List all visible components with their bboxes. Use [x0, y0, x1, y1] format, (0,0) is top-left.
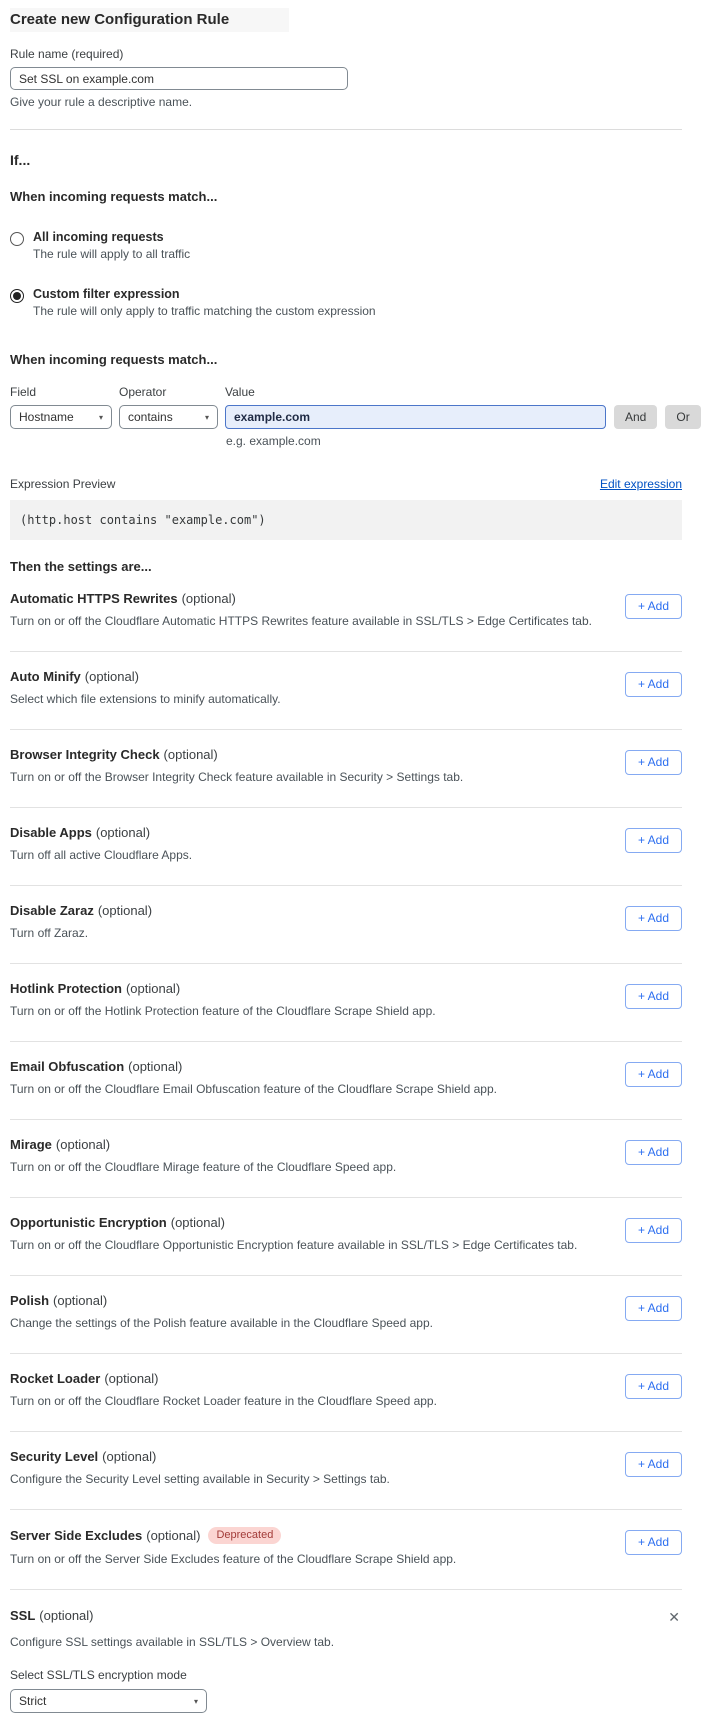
- setting-description: Turn on or off the Cloudflare Automatic HTTPS Rewrites feature available in SSL/TLS > Edge Certificates tab.: [10, 614, 592, 628]
- add-setting-button[interactable]: + Add: [625, 594, 682, 619]
- ssl-setting-section: [10, 1590, 682, 1713]
- and-button[interactable]: And: [614, 405, 657, 429]
- setting-description: Change the settings of the Polish feature available in the Cloudflare Speed app.: [10, 1316, 433, 1330]
- operator-label: Operator: [119, 385, 167, 399]
- add-setting-button[interactable]: + Add: [625, 984, 682, 1009]
- setting-description: Turn off all active Cloudflare Apps.: [10, 848, 193, 862]
- section-divider: [10, 129, 682, 130]
- setting-row: [10, 1276, 682, 1354]
- setting-row: [10, 886, 682, 964]
- radio-label-custom-expression[interactable]: Custom filter expression: [33, 287, 180, 301]
- radio-option-custom-expression[interactable]: [10, 287, 682, 318]
- setting-description: Turn on or off the Cloudflare Opportunistic Encryption feature available in SSL/TLS > Edge Certificates tab.: [10, 1238, 578, 1252]
- or-button[interactable]: Or: [665, 405, 700, 429]
- setting-name: Disable Apps: [10, 825, 92, 840]
- setting-row: [10, 808, 682, 886]
- setting-name: Server Side Excludes: [10, 1528, 143, 1543]
- add-setting-button[interactable]: + Add: [625, 906, 682, 931]
- setting-description: Turn on or off the Cloudflare Email Obfuscation feature of the Cloudflare Scrape Shield app.: [10, 1082, 497, 1096]
- setting-row: [10, 730, 682, 808]
- operator-select[interactable]: [119, 405, 218, 429]
- field-label: Field: [10, 385, 37, 399]
- value-label: Value: [225, 385, 255, 399]
- setting-description: Turn on or off the Hotlink Protection feature of the Cloudflare Scrape Shield app.: [10, 1004, 436, 1018]
- ssl-optional-label: (optional): [39, 1608, 94, 1623]
- radio-desc-custom-expression: The rule will only apply to traffic matching the custom expression: [33, 304, 376, 318]
- setting-optional-label: (optional): [125, 981, 181, 996]
- setting-optional-label: (optional): [102, 1449, 157, 1464]
- setting-row: [10, 1354, 682, 1432]
- deprecated-badge: Deprecated: [208, 1527, 281, 1544]
- setting-name: Browser Integrity Check: [10, 747, 160, 762]
- add-setting-button[interactable]: + Add: [625, 1452, 682, 1477]
- rule-name-input[interactable]: [10, 67, 348, 90]
- expression-preview-code: (http.host contains "example.com"): [10, 500, 682, 540]
- setting-name: Hotlink Protection: [10, 981, 122, 996]
- ssl-setting-description: Configure SSL settings available in SSL/TLS > Overview tab.: [10, 1635, 335, 1649]
- setting-optional-label: (optional): [55, 1137, 111, 1152]
- ssl-mode-select[interactable]: [10, 1689, 207, 1713]
- settings-heading: Then the settings are...: [10, 559, 152, 574]
- field-select[interactable]: [10, 405, 112, 429]
- chevron-down-icon: ▾: [98, 412, 103, 422]
- add-setting-button[interactable]: + Add: [625, 1062, 682, 1087]
- setting-name: Opportunistic Encryption: [10, 1215, 167, 1230]
- setting-name: Rocket Loader: [10, 1371, 101, 1386]
- add-setting-button[interactable]: + Add: [625, 1296, 682, 1321]
- page-title: Create new Configuration Rule: [10, 8, 289, 32]
- add-setting-button[interactable]: + Add: [625, 672, 682, 697]
- setting-row: [10, 1432, 682, 1510]
- setting-description: Configure the Security Level setting available in Security > Settings tab.: [10, 1472, 390, 1486]
- setting-name: Polish: [10, 1293, 50, 1308]
- setting-optional-label: (optional): [53, 1293, 108, 1308]
- setting-row: [10, 652, 682, 730]
- setting-row: [10, 574, 682, 652]
- setting-description: Turn on or off the Browser Integrity Check feature available in Security > Settings tab.: [10, 770, 464, 784]
- setting-optional-label: (optional): [163, 747, 218, 762]
- add-setting-button[interactable]: + Add: [625, 750, 682, 775]
- setting-optional-label: (optional): [104, 1371, 159, 1386]
- setting-row: [10, 1120, 682, 1198]
- setting-name: Mirage: [10, 1137, 52, 1152]
- chevron-down-icon: ▾: [193, 1696, 198, 1706]
- setting-row: [10, 964, 682, 1042]
- setting-optional-label: (optional): [181, 591, 236, 606]
- setting-description: Turn on or off the Cloudflare Rocket Loader feature in the Cloudflare Speed app.: [10, 1394, 437, 1408]
- radio-label-all-requests[interactable]: All incoming requests: [33, 230, 164, 244]
- ssl-mode-label: Select SSL/TLS encryption mode: [10, 1668, 187, 1682]
- value-hint: e.g. example.com: [226, 434, 321, 448]
- setting-optional-label: (optional): [95, 825, 151, 840]
- setting-name: Disable Zaraz: [10, 903, 94, 918]
- setting-description: Turn on or off the Server Side Excludes feature of the Cloudflare Scrape Shield app.: [10, 1552, 457, 1566]
- expression-builder-heading: When incoming requests match...: [10, 352, 218, 367]
- value-input[interactable]: [225, 405, 606, 429]
- rule-name-label: Rule name (required): [10, 47, 124, 61]
- setting-optional-label: (optional): [128, 1059, 183, 1074]
- add-setting-button[interactable]: + Add: [625, 1140, 682, 1165]
- settings-list: [10, 574, 682, 1589]
- incoming-requests-heading: When incoming requests match...: [10, 189, 218, 204]
- close-icon[interactable]: ✕: [668, 1609, 680, 1625]
- add-setting-button[interactable]: + Add: [625, 1374, 682, 1399]
- setting-optional-label: (optional): [84, 669, 139, 684]
- setting-description: Turn off Zaraz.: [10, 926, 89, 940]
- setting-name: Security Level: [10, 1449, 99, 1464]
- radio-desc-all-requests: The rule will apply to all traffic: [33, 247, 191, 261]
- ssl-mode-select-value: Strict: [19, 1694, 47, 1708]
- edit-expression-link[interactable]: Edit expression: [599, 477, 682, 491]
- radio-button-icon[interactable]: [10, 289, 24, 303]
- setting-name: Email Obfuscation: [10, 1059, 125, 1074]
- operator-select-value: contains: [128, 410, 173, 424]
- setting-row: [10, 1042, 682, 1120]
- radio-option-all-requests[interactable]: [10, 230, 682, 261]
- expression-builder-row: [10, 385, 690, 429]
- setting-name: Auto Minify: [10, 669, 81, 684]
- setting-optional-label: (optional): [97, 903, 153, 918]
- rule-name-help: Give your rule a descriptive name.: [10, 95, 193, 109]
- setting-row: [10, 1510, 682, 1589]
- expression-preview-label: Expression Preview: [10, 477, 116, 491]
- add-setting-button[interactable]: + Add: [625, 828, 682, 853]
- setting-optional-label: (optional): [146, 1528, 201, 1543]
- add-setting-button[interactable]: + Add: [625, 1530, 682, 1555]
- field-select-value: Hostname: [19, 410, 74, 424]
- setting-description: Turn on or off the Cloudflare Mirage feature of the Cloudflare Speed app.: [10, 1160, 397, 1174]
- add-setting-button[interactable]: + Add: [625, 1218, 682, 1243]
- ssl-setting-name: SSL: [10, 1608, 36, 1623]
- setting-name: Automatic HTTPS Rewrites: [10, 591, 178, 606]
- setting-description: Select which file extensions to minify automatically.: [10, 692, 281, 706]
- if-heading: If...: [10, 152, 31, 168]
- chevron-down-icon: ▾: [204, 412, 209, 422]
- setting-row: [10, 1198, 682, 1276]
- radio-button-icon[interactable]: [10, 232, 24, 246]
- setting-optional-label: (optional): [170, 1215, 225, 1230]
